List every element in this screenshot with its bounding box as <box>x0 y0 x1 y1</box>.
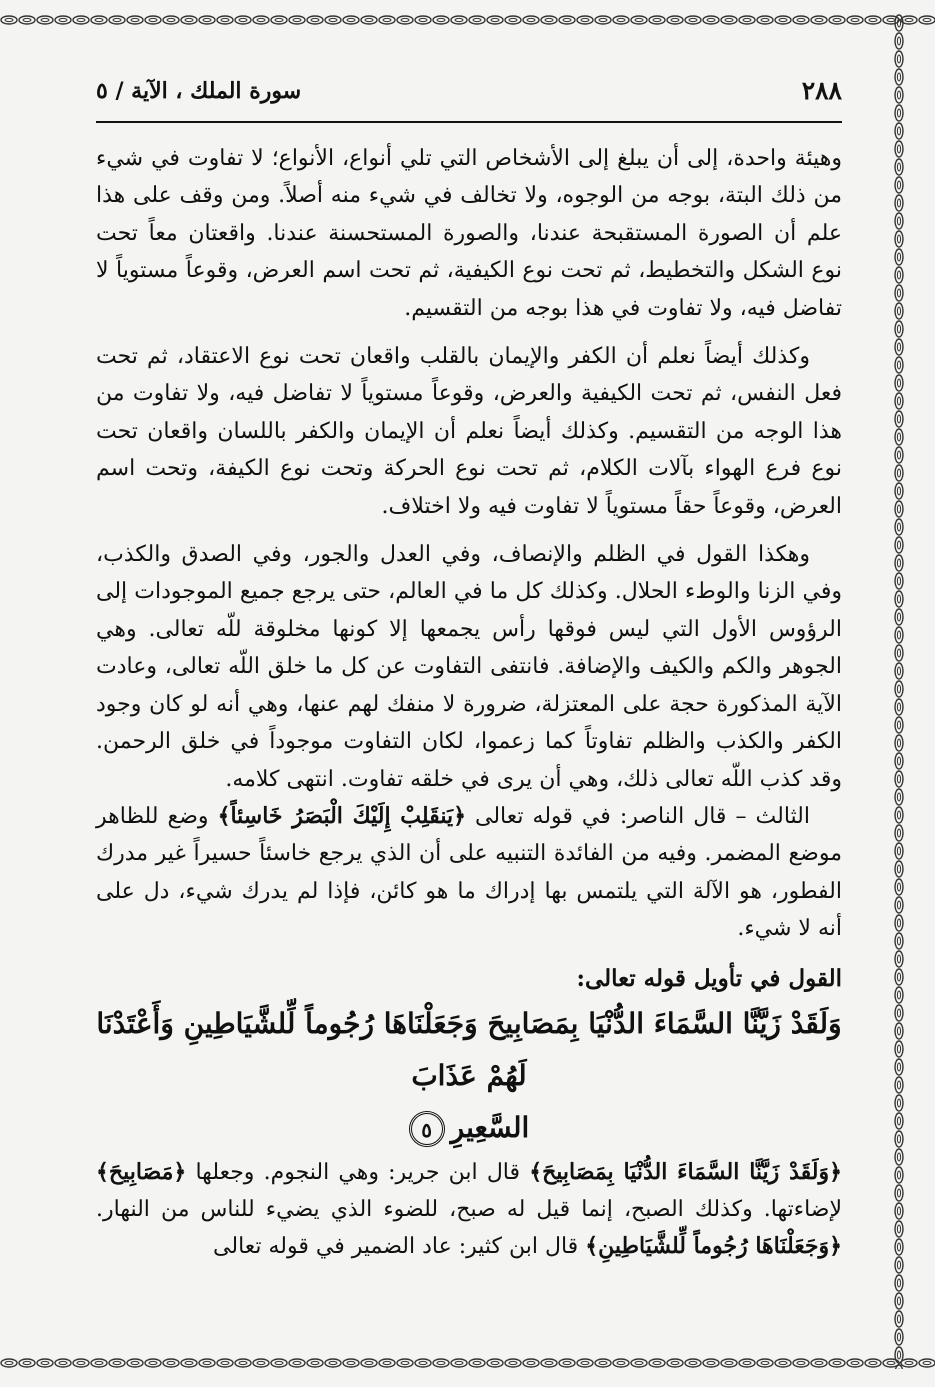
surah-title: سورة الملك ، الآية / ٥ <box>96 78 302 104</box>
text-run: الثالث – قال الناصر: في قوله تعالى <box>465 803 810 829</box>
border-bottom <box>0 1357 935 1369</box>
verse-line-2 <box>96 1102 842 1154</box>
commentary-paragraph <box>96 1154 842 1266</box>
paragraph: وكذلك أيضاً نعلم أن الكفر والإيمان بالقلب واقعان تحت نوع الاعتقاد، ثم تحت فعل النفس، ثم تحت الكيفية والعرض، وقوعاً مستوياً لا تفاضل فيه، ولا تفاوت من هذا الوجه من التقسيم. وكذلك أيضاً نعلم أن الإيمان والكفر باللسان واقعان تحت نوع فرع الهواء بآلات الكلام، ثم تحت نوع الحركة وتحت نوع الكيفة، وتحت اسم العرض، وقوعاً حقاً مستوياً لا تفاوت فيه ولا اختلاف. <box>96 344 842 519</box>
border-top <box>0 14 935 26</box>
page-number: ٢٨٨ <box>801 76 842 105</box>
page-header <box>96 74 842 114</box>
border-right <box>893 14 905 1369</box>
body-text <box>96 140 842 1266</box>
verse-word: السَّعِيرِ <box>450 1110 530 1144</box>
quran-quote: ﴿مَصَابِيحَ﴾ <box>96 1158 187 1185</box>
header-rule <box>96 121 842 123</box>
quran-quote: ﴿وَجَعَلْنَاهَا رُجُوماً لِّلشَّيَاطِينِ﴾ <box>585 1233 842 1260</box>
section-heading: القول في تأويل قوله تعالى: <box>576 964 842 992</box>
ayah-number-marker: ٥ <box>409 1111 445 1147</box>
paragraph-third <box>96 798 842 948</box>
text-run: وضع للظاهر موضع المضمر. وفيه من الفائدة التنبيه على أن الذي يرجع خاسئاً حسيراً غير مدرك الفطور، هو الآلة التي يلتمس بها إدراك ما هو كائن، فإذا لم يدرك شيء، دل على أنه لا شيء. <box>96 803 842 942</box>
paragraph: وهيئة واحدة، إلى أن يبلغ إلى الأشخاص التي تلي أنواع، الأنواع؛ لا تفاوت في شيء من ذلك البتة، بوجه من الوجوه، ولا تخالف في شيء منه أصلاً. ومن وقف على هذا علم أن الصورة المستقبحة عندنا، والصورة المستحسنة عندنا. واقعتان معاً تحت نوع الشكل والتخطيط، ثم تحت نوع الكيفية، ثم تحت اسم العرض، وقوعاً مستوياً لا تفاضل فيه، ولا تفاوت في هذا بوجه من التقسيم. <box>96 146 842 321</box>
quran-quote: ﴿يَنقَلِبْ إِلَيْكَ الْبَصَرُ خَاسِئاً﴾ <box>217 802 466 829</box>
verse-line-1: وَلَقَدْ زَيَّنَّا السَّمَاءَ الدُّنْيَا بِمَصَابِيحَ وَجَعَلْنَاهَا رُجُوماً لِّلشَّيَاطِينِ وَأَعْتَدْنَا لَهُمْ عَذَابَ <box>96 1006 842 1092</box>
paragraph: وهكذا القول في الظلم والإنصاف، وفي العدل والجور، وفي الصدق والكذب، وفي الزنا والوطء الحلال. وكذلك كل ما في العالم، حتى يرجع جميع الموجودات إلى الرؤوس الأول التي ليس فوقها رأس يجمعها إلا كونها مخلوقة للّه تعالى. وهي الجوهر والكم والكيف والإضافة. فانتفى التفاوت عن كل ما خلق اللّه تعالى، وعادت الآية المذكورة حجة على المعتزلة، ضرورة لا منفك لهم عنها، وهي أنه لو كان وجود الكفر والكذب والظلم تفاوتاً كما زعموا، لكان التفاوت موجوداً في خلق الرحمن. وقد كذب اللّه تعالى ذلك، وهي أن يرى في خلقه تفاوت. انتهى كلامه. <box>96 542 842 792</box>
text-run: قال ابن جرير: وهي النجوم. وجعلها <box>186 1159 530 1185</box>
quran-quote: ﴿وَلَقَدْ زَيَّنَّا السَّمَاءَ الدُّنْيَا بِمَصَابِيحَ﴾ <box>529 1158 843 1185</box>
text-run: لإضاءتها. وكذلك الصبح، إنما قيل له صبح، للضوء الذي يضيء للناس من النهار. <box>96 1196 842 1222</box>
text-run: قال ابن كثير: عاد الضمير في قوله تعالى <box>213 1234 586 1260</box>
